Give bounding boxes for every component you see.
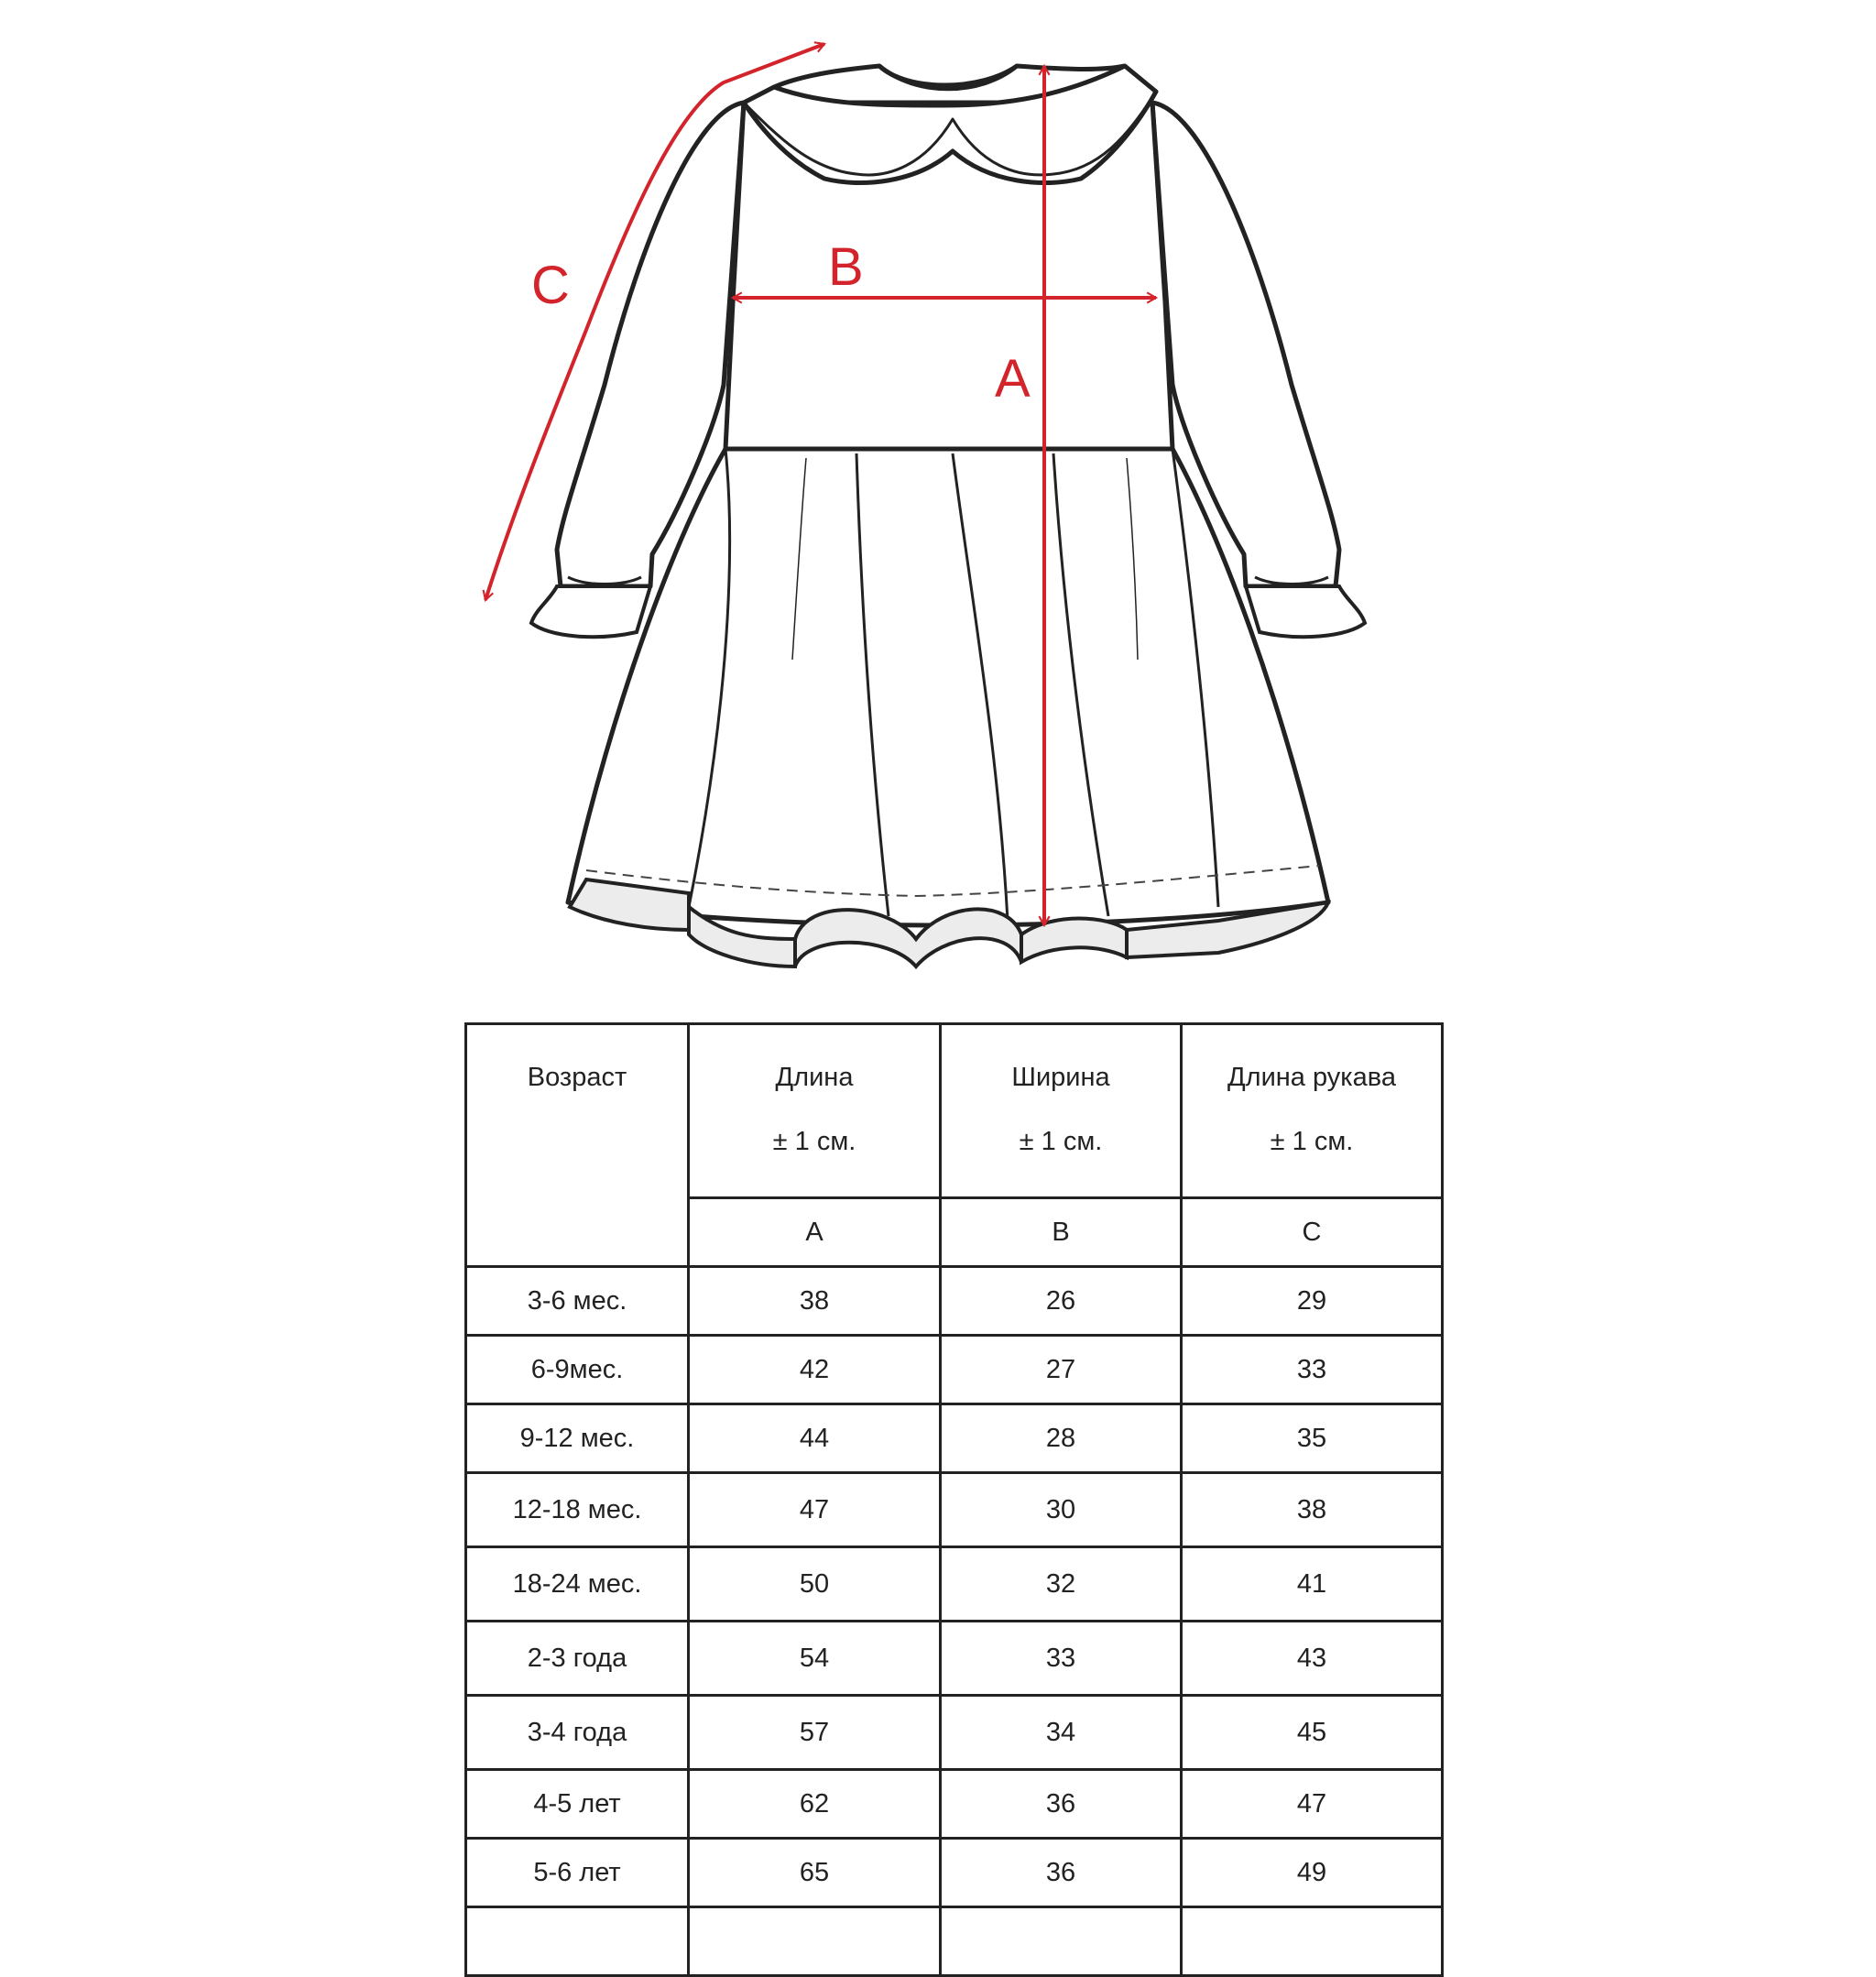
cell-age: 12-18 мес. [466, 1473, 689, 1547]
code-c: C [1182, 1198, 1443, 1267]
cell-length: 57 [689, 1696, 941, 1770]
cell-width: 27 [941, 1336, 1182, 1404]
code-a: A [689, 1198, 941, 1267]
cell-length: 54 [689, 1622, 941, 1696]
empty-cell [466, 1907, 689, 1976]
cell-length: 62 [689, 1770, 941, 1839]
table-row [466, 1473, 1443, 1547]
table-row-empty [466, 1907, 1443, 1976]
cell-length: 44 [689, 1404, 941, 1473]
table-row [466, 1404, 1443, 1473]
cell-age: 4-5 лет [466, 1770, 689, 1839]
table-row [466, 1839, 1443, 1907]
cell-width: 36 [941, 1770, 1182, 1839]
cell-length: 65 [689, 1839, 941, 1907]
header-age: Возраст [466, 1024, 689, 1267]
header-width: Ширина ± 1 см. [941, 1024, 1182, 1198]
header-length: Длина ± 1 см. [689, 1024, 941, 1198]
header-sleeve: Длина рукава ± 1 см. [1182, 1024, 1443, 1198]
cell-sleeve: 29 [1182, 1267, 1443, 1336]
table-row [466, 1696, 1443, 1770]
cell-length: 47 [689, 1473, 941, 1547]
cell-width: 30 [941, 1473, 1182, 1547]
cell-width: 34 [941, 1696, 1182, 1770]
cell-width: 32 [941, 1547, 1182, 1622]
table-header-row [466, 1024, 1443, 1198]
code-b: B [941, 1198, 1182, 1267]
empty-cell [941, 1907, 1182, 1976]
label-a: A [995, 349, 1031, 409]
empty-cell [689, 1907, 941, 1976]
cell-sleeve: 47 [1182, 1770, 1443, 1839]
cell-sleeve: 38 [1182, 1473, 1443, 1547]
cell-sleeve: 41 [1182, 1547, 1443, 1622]
cell-width: 33 [941, 1622, 1182, 1696]
table-row [466, 1267, 1443, 1336]
cell-age: 9-12 мес. [466, 1404, 689, 1473]
cell-width: 36 [941, 1839, 1182, 1907]
dress-outline [557, 103, 1339, 925]
cell-age: 3-4 года [466, 1696, 689, 1770]
cell-sleeve: 33 [1182, 1336, 1443, 1404]
cell-sleeve: 49 [1182, 1839, 1443, 1907]
cell-sleeve: 45 [1182, 1696, 1443, 1770]
cell-length: 38 [689, 1267, 941, 1336]
empty-cell [1182, 1907, 1443, 1976]
cell-age: 3-6 мес. [466, 1267, 689, 1336]
cell-age: 5-6 лет [466, 1839, 689, 1907]
table-row [466, 1336, 1443, 1404]
cell-length: 42 [689, 1336, 941, 1404]
cell-sleeve: 43 [1182, 1622, 1443, 1696]
cell-age: 18-24 мес. [466, 1547, 689, 1622]
cell-width: 26 [941, 1267, 1182, 1336]
size-table [464, 1022, 1444, 1977]
label-c: C [531, 256, 570, 315]
cell-width: 28 [941, 1404, 1182, 1473]
table-row [466, 1547, 1443, 1622]
table-row [466, 1770, 1443, 1839]
table-row [466, 1622, 1443, 1696]
label-b: B [828, 237, 864, 297]
cell-age: 6-9мес. [466, 1336, 689, 1404]
cell-length: 50 [689, 1547, 941, 1622]
cell-sleeve: 35 [1182, 1404, 1443, 1473]
cell-age: 2-3 года [466, 1622, 689, 1696]
